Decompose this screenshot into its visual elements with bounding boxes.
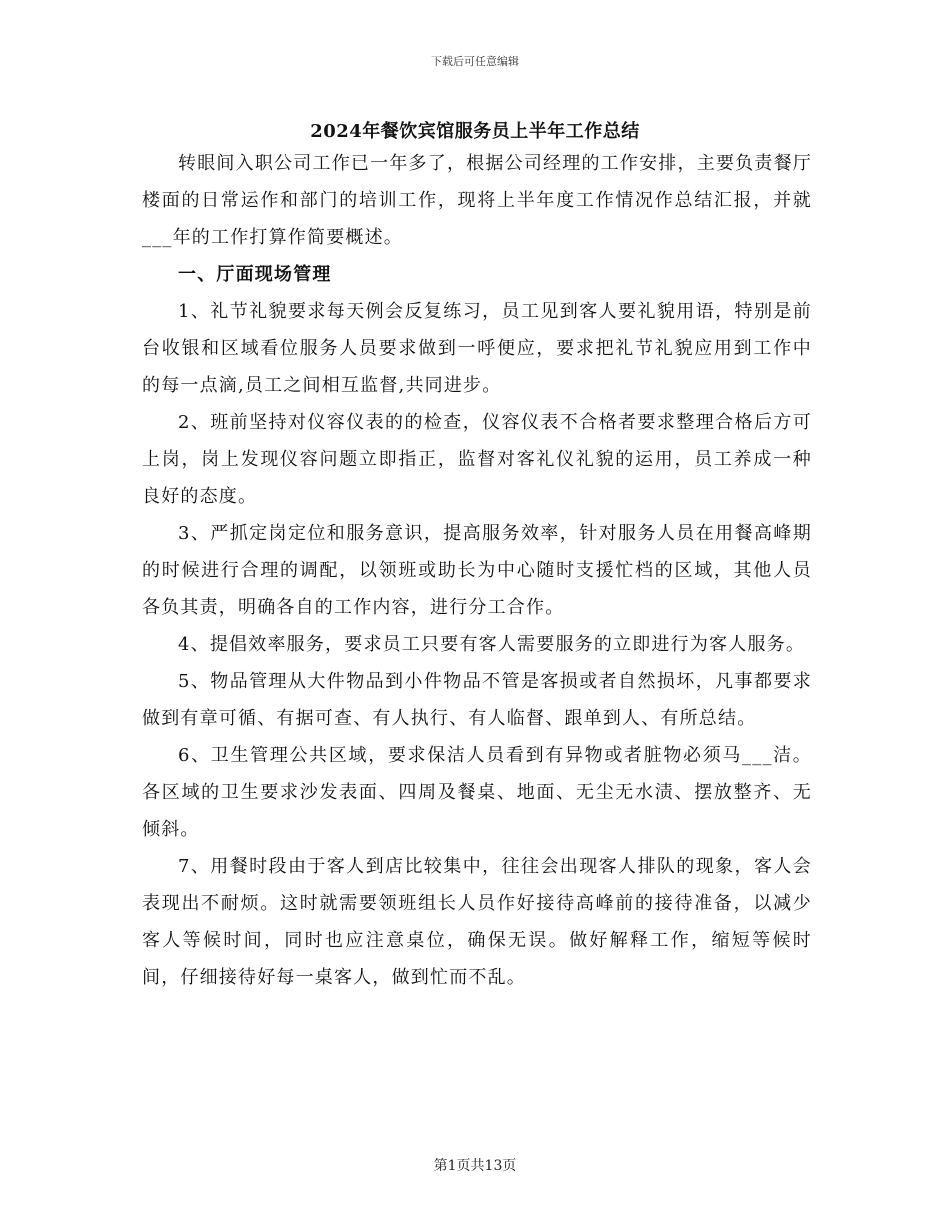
document-title: 2024年餐饮宾馆服务员上半年工作总结	[310, 121, 640, 142]
list-item: 7、用餐时段由于客人到店比较集中，往往会出现客人排队的现象，客人会表现出不耐烦。这时就需要领班组长人员作好接待高峰前的接待准备，以减少客人等候时间，同时也应注意桌位，确保无误。做好解释工作，缩短等候时间，仔细接待好每一桌客人，做到忙而不乱。	[142, 856, 812, 988]
list-item: 6、卫生管理公共区域，要求保洁人员看到有异物或者脏物必须马___洁。各区域的卫生要求沙发表面、四周及餐桌、地面、无尘无水渍、摆放整齐、无倾斜。	[142, 745, 812, 840]
page-number: 第1页共13页	[433, 1158, 517, 1174]
intro-paragraph: 转眼间入职公司工作已一年多了，根据公司经理的工作安排，主要负责餐厅楼面的日常运作和部门的培训工作，现将上半年度工作情况作总结汇报，并就___年的工作打算作简要概述。	[142, 153, 812, 248]
list-item: 1、礼节礼貌要求每天例会反复练习，员工见到客人要礼貌用语，特别是前台收银和区域看位服务人员要求做到一呼便应，要求把礼节礼貌应用到工作中的每一点滴,员工之间相互监督,共同进步。	[142, 301, 812, 396]
list-item: 4、提倡效率服务，要求员工只要有客人需要服务的立即进行为客人服务。	[178, 634, 806, 655]
list-item: 5、物品管理从大件物品到小件物品不管是客损或者自然损坏，凡事都要求做到有章可循、有据可查、有人执行、有人临督、跟单到人、有所总结。	[142, 671, 812, 729]
list-item: 3、严抓定岗定位和服务意识，提高服务效率，针对服务人员在用餐高峰期的时候进行合理的调配，以领班或助长为中心随时支援忙档的区域，其他人员各负其责，明确各自的工作内容，进行分工合作。	[142, 523, 812, 618]
section-heading: 一、厅面现场管理	[178, 264, 332, 285]
list-item: 2、班前坚持对仪容仪表的的检查，仪容仪表不合格者要求整理合格后方可上岗，岗上发现仪容问题立即指正，监督对客礼仪礼貌的运用，员工养成一种良好的态度。	[142, 412, 812, 507]
document-body	[142, 145, 812, 996]
header-note: 下载后可任意编辑	[431, 55, 519, 68]
